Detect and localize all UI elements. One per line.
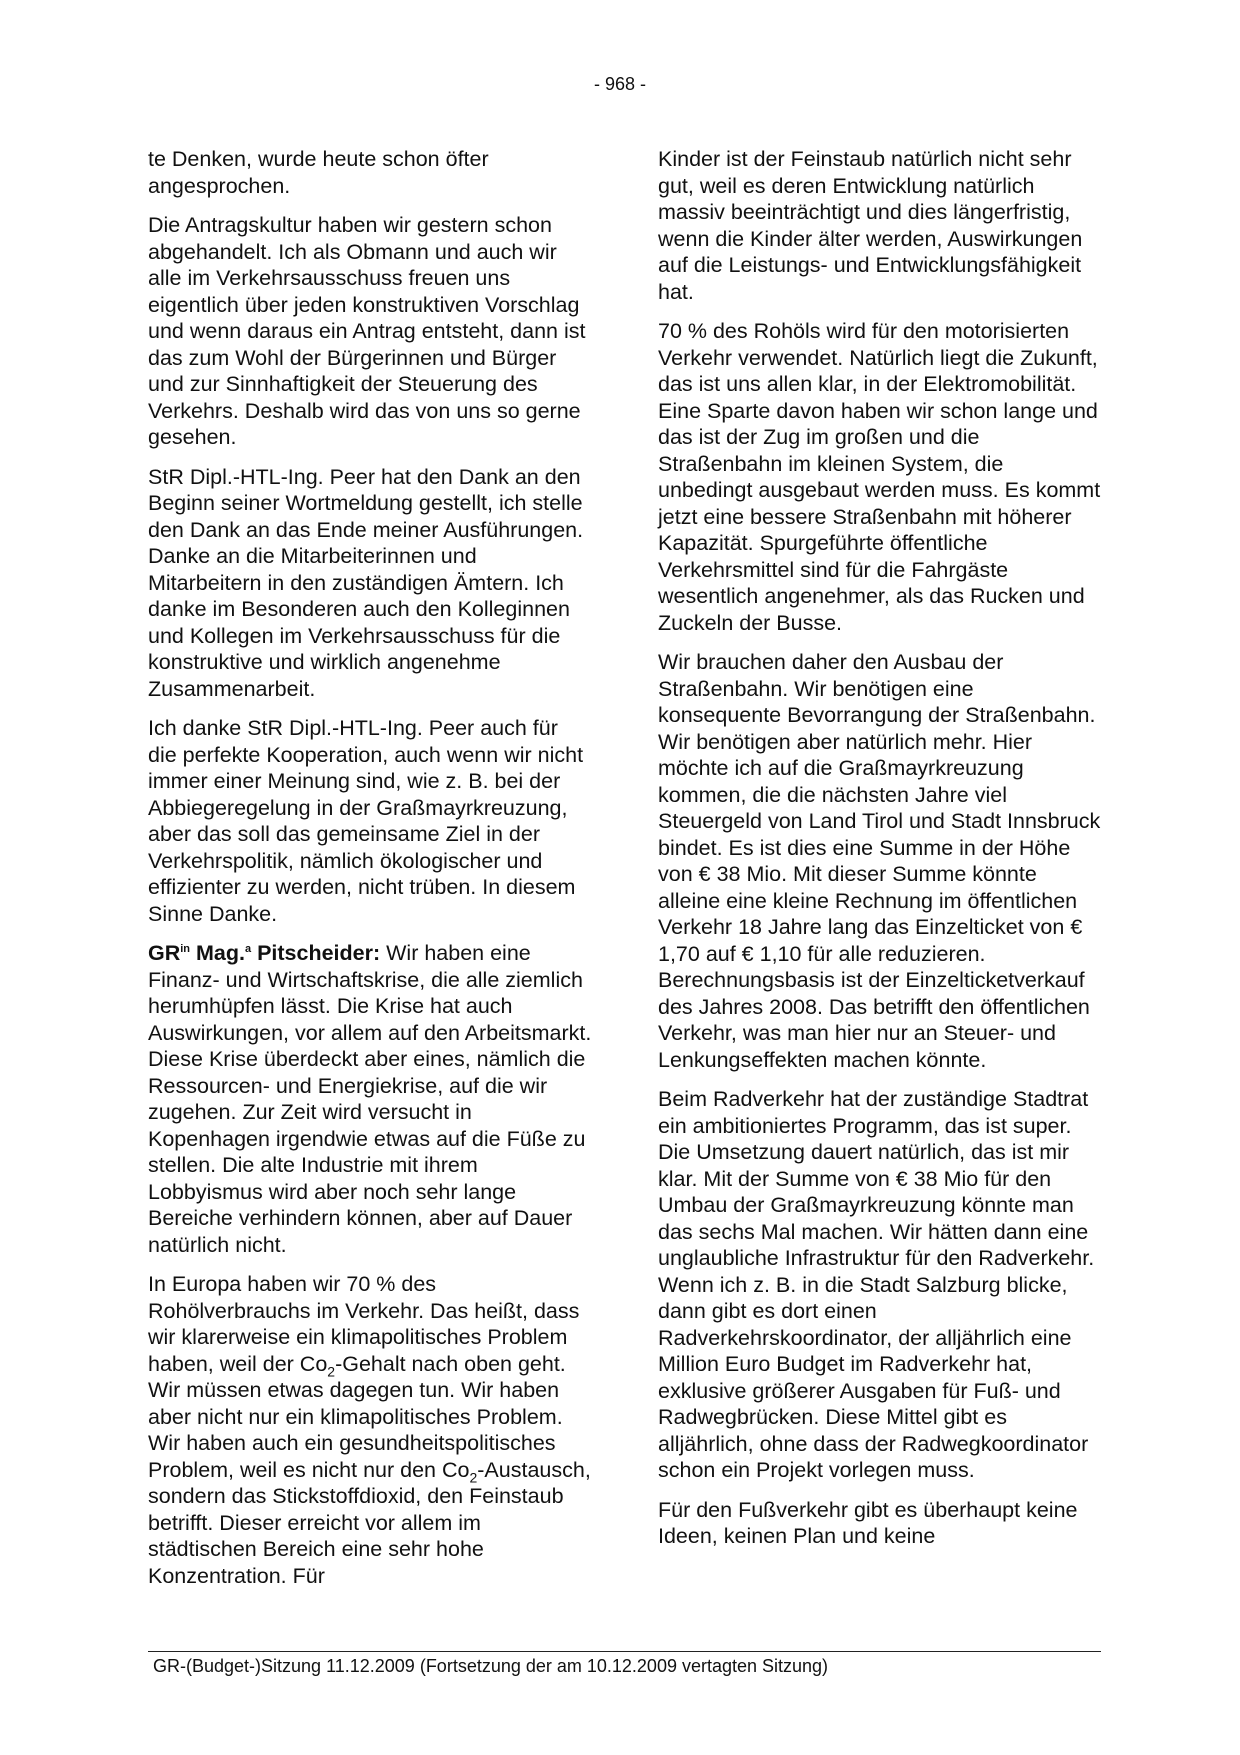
page-number: - 968 - bbox=[593, 74, 647, 94]
speaker-degree: Mag. bbox=[190, 941, 245, 965]
speaker-title-sup: in bbox=[180, 942, 191, 955]
paragraph: Beim Radverkehr hat der zuständige Stadtrat ein ambitioniertes Programm, das ist super. Die Umsetzung dauert natürlich, das ist mir klar. Mit der Summe von € 38 Mio für den Umbau der Graßmayrkreuzung könnte man das sechs Mal machen. Wir hätten dann eine unglaubliche Infrastruktur für den Radverkehr. Wenn ich z. B. in die Stadt Salzburg blicke, dann gibt es dort einen Radverkehrskoordinator, der alljährlich eine Million Euro Budget im Radverkehr hat, exklusive größerer Ausgaben für Fuß- und Radwegbrücken. Diese Mittel gibt es alljährlich, ohne dass der Radwegkoordinator schon ein Projekt vorlegen muss. bbox=[658, 1087, 1095, 1482]
left-column bbox=[148, 146, 592, 1602]
subscript: 2 bbox=[469, 1468, 478, 1485]
text-segment: In Europa haben wir 70 % des Rohölverbrauchs im Verkehr. Das heißt, dass wir klarerweise ein klimapolitisches Problem haben, weil der Co bbox=[148, 1272, 580, 1376]
speaker-surname: Pitscheider: bbox=[251, 941, 381, 965]
right-column bbox=[658, 146, 1102, 1563]
speech-text: Wir haben eine Finanz- und Wirtschaftskrise, die alle ziemlich herumhüpfen lässt. Die Krise hat auch Auswirkungen, vor allem auf den Arbeitsmarkt. Diese Krise überdeckt aber eines, nämlich die Ressourcen- und Energiekrise, auf die wir zugehen. Zur Zeit wird versucht in Kopenhagen irgendwie etwas auf die Füße zu stellen. Die alte Industrie mit ihrem Lobbyismus wird aber noch sehr lange Bereiche verhindern können, aber auf Dauer natürlich nicht. bbox=[148, 941, 592, 1257]
paragraph: Für den Fußverkehr gibt es überhaupt keine Ideen, keinen Plan und keine bbox=[658, 1497, 1078, 1548]
footer-divider bbox=[148, 1651, 1101, 1652]
paragraph: StR Dipl.-HTL-Ing. Peer hat den Dank an den Beginn seiner Wortmeldung gestellt, ich stelle den Dank an das Ende meiner Ausführungen. Danke an die Mitarbeiterinnen und Mitarbeitern in den zuständigen Ämtern. Ich danke im Besonderen auch den Kolleginnen und Kollegen im Verkehrsausschuss für die konstruktive und wirklich angenehme Zusammenarbeit. bbox=[148, 464, 584, 701]
paragraph: te Denken, wurde heute schon öfter angesprochen. bbox=[148, 147, 489, 198]
text-segment: -Gehalt nach oben geht. Wir müssen etwas dagegen tun. Wir haben aber nicht nur ein klimapolitisches Problem. Wir haben auch ein gesundheitspolitisches Problem, weil es nicht nur den Co bbox=[148, 1351, 566, 1482]
paragraph bbox=[148, 1271, 592, 1589]
paragraph: 70 % des Rohöls wird für den motorisierten Verkehr verwendet. Natürlich liegt die Zukunft, das ist uns allen klar, in der Elektromobilität. Eine Sparte davon haben wir schon lange und das ist der Zug im großen und die Straßenbahn im kleinen System, die unbedingt ausgebaut werden muss. Es kommt jetzt eine bessere Straßenbahn mit höherer Kapazität. Spurgeführte öffentliche Verkehrsmittel sind für die Fahrgäste wesentlich angenehmer, als das Rucken und Zuckeln der Busse. bbox=[658, 319, 1101, 635]
paragraph: Kinder ist der Feinstaub natürlich nicht sehr gut, weil es deren Entwicklung natürlich massiv beeinträchtigt und dies längerfristig, wenn die Kinder älter werden, Auswirkungen auf die Leistungs- und Entwicklungsfähigkeit hat. bbox=[658, 147, 1083, 304]
text-segment: -Austausch, sondern das Stickstoffdioxid, den Feinstaub betrifft. Dieser erreicht vor allem im städtischen Bereich eine sehr hohe Konzentration. Für bbox=[148, 1457, 591, 1588]
paragraph: Ich danke StR Dipl.-HTL-Ing. Peer auch für die perfekte Kooperation, auch wenn wir nicht immer einer Meinung sind, wie z. B. bei der Abbiegeregelung in der Graßmayrkreuzung, aber das soll das gemeinsame Ziel in der Verkehrspolitik, nämlich ökologischer und effizienter zu werden, nicht trüben. In diesem Sinne Danke. bbox=[148, 716, 584, 926]
paragraph: Die Antragskultur haben wir gestern schon abgehandelt. Ich als Obmann und auch wir alle im Verkehrsausschuss freuen uns eigentlich über jeden konstruktiven Vorschlag und wenn daraus ein Antrag entsteht, dann ist das zum Wohl der Bürgerinnen und Bürger und zur Sinnhaftigkeit der Steuerung des Verkehrs. Deshalb wird das von uns so gerne gesehen. bbox=[148, 213, 586, 449]
speaker-degree-sup: a bbox=[244, 942, 252, 955]
page-footer: GR-(Budget-)Sitzung 11.12.2009 (Fortsetzung der am 10.12.2009 vertagten Sitzung) bbox=[153, 1656, 829, 1676]
paragraph: Wir brauchen daher den Ausbau der Straßenbahn. Wir benötigen eine konsequente Bevorrangung der Straßenbahn. Wir benötigen aber natürlich mehr. Hier möchte ich auf die Graßmayrkreuzung kommen, die die nächsten Jahre viel Steuergeld von Land Tirol und Stadt Innsbruck bindet. Es ist dies eine Summe in der Höhe von € 38 Mio. Mit dieser Summe könnte alleine eine kleine Rechnung im öffentlichen Verkehr 18 Jahre lang das Einzelticket von € 1,70 auf € 1,10 für alle reduzieren. Berechnungsbasis ist der Einzelticketverkauf des Jahres 2008. Das betrifft den öffentlichen Verkehr, was man hier nur an Steuer- und Lenkungseffekten machen könnte. bbox=[658, 650, 1101, 1072]
subscript: 2 bbox=[327, 1362, 336, 1379]
speaker-name bbox=[148, 941, 380, 965]
speech-paragraph bbox=[148, 940, 592, 1258]
speaker-title: GR bbox=[148, 941, 181, 965]
